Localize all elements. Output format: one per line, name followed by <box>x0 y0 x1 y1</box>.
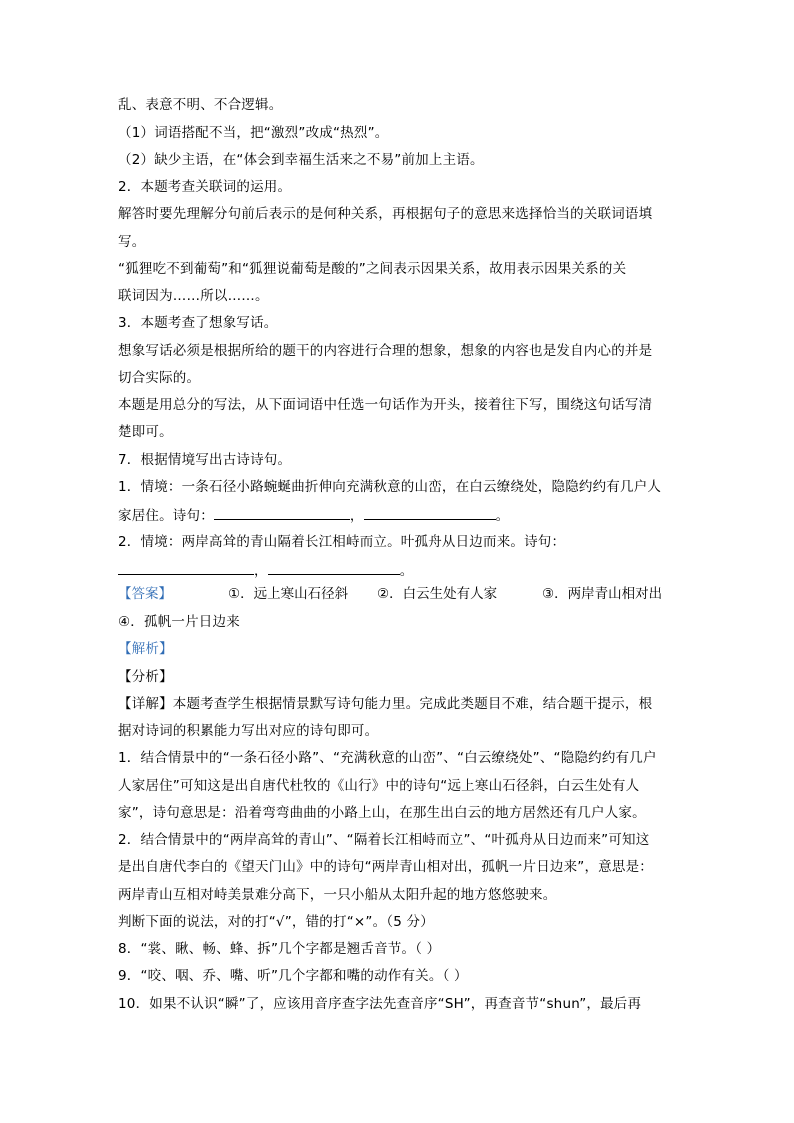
answer-row <box>118 585 678 605</box>
text-line: “狐狸吃不到葡萄”和“狐狸说葡萄是酸的”之间表示因果关系，故用表示因果关系的关 <box>118 261 627 277</box>
analysis-tag: 【解析】 <box>118 641 173 657</box>
answer-item: ④．孤帆一片日边来 <box>118 614 240 630</box>
text-line: 解答时要先理解分句前后表示的是何种关系，再根据句子的意思来选择恰当的关联词语填 <box>118 206 653 222</box>
text-line: 人家居住”可知这是出自唐代杜牧的《山行》中的诗句“远上寒山石径斜，白云生处有人 <box>118 778 640 794</box>
text-line: 本题是用总分的写法，从下面词语中任选一句话作为开头，接着往下写，围绕这句话写清 <box>118 397 653 413</box>
text-line: 联词因为……所以……。 <box>118 288 269 304</box>
text-line: 据对诗词的积累能力写出对应的诗句即可。 <box>118 723 379 739</box>
answer-item: ①．远上寒山石径斜 <box>228 586 349 602</box>
text-fragment: 家居住。诗句： <box>118 508 214 524</box>
text-line: 是出自唐代李白的《望天门山》中的诗句“两岸青山相对出，孤帆一片日边来”，意思是： <box>118 859 653 875</box>
text-line: 2．情境：两岸高耸的青山隔着长江相峙而立。叶孤舟从日边而来。诗句： <box>118 534 566 550</box>
question-item: 10．如果不认识“瞬”了，应该用音序查字法先查音序“SH”，再查音节“shun”，最后再 <box>118 996 642 1012</box>
answer-tag: 【答案】 <box>118 586 172 602</box>
text-line: 【详解】本题考查学生根据情景默写诗句能力里。完成此类题目不难，结合题干提示，根 <box>118 696 653 712</box>
text-line: 家”，诗句意思是：沿着弯弯曲曲的小路上山，在那生出白云的地方居然还有几户人家。 <box>118 805 646 821</box>
question-heading: 7．根据情境写出古诗诗句。 <box>118 452 292 468</box>
section-instruction: 判断下面的说法，对的打“√”，错的打“×”。（5 分） <box>118 914 434 930</box>
text-line: 切合实际的。 <box>118 370 201 386</box>
text-line: （2）缺少主语，在“体会到幸福生活来之不易”前加上主语。 <box>118 152 484 168</box>
text-line <box>118 505 509 525</box>
text-fragment: 。 <box>399 563 414 579</box>
answer-blank[interactable] <box>214 505 350 520</box>
answer-blank[interactable] <box>364 505 496 520</box>
text-line: 两岸青山互相对峙美景难分高下，一只小船从太阳升起的地方悠悠驶来。 <box>118 887 557 903</box>
text-fragment: ， <box>349 508 364 524</box>
question-item: 9．“咬、咽、乔、嘴、听”几个字都和嘴的动作有关。（ ） <box>118 968 468 984</box>
answer-item: ②．白云生处有人家 <box>377 586 498 602</box>
text-fragment: ， <box>254 563 268 579</box>
text-line: 1．情境：一条石径小路蜿蜒曲折伸向充满秋意的山峦，在白云缭绕处，隐隐约约有几户人 <box>118 479 662 495</box>
question-item: 8．“裳、瞅、畅、蜂、拆”几个字都是翘舌音节。（ ） <box>118 941 441 957</box>
text-line: 2．结合情景中的“两岸高耸的青山”、“隔着长江相峙而立”、“叶孤舟从日边而来”可知这 <box>118 832 650 848</box>
analysis-subtag: 【分析】 <box>118 669 173 685</box>
text-line: 想象写话必须是根据所给的题干的内容进行合理的想象，想象的内容也是发自内心的并是 <box>118 343 653 359</box>
text-line: 1．结合情景中的“一条石径小路”、“充满秋意的山峦”、“白云缭绕处”、“隐隐约约有几户 <box>118 750 657 766</box>
answer-blank[interactable] <box>118 560 254 575</box>
text-fragment: 。 <box>495 508 510 524</box>
text-line: 乱、表意不明、不合逻辑。 <box>118 97 283 113</box>
text-line: 3．本题考查了想象写话。 <box>118 315 278 331</box>
text-line: 写。 <box>118 234 146 250</box>
text-line: 楚即可。 <box>118 424 173 440</box>
text-line: 2．本题考查关联词的运用。 <box>118 179 292 195</box>
answer-blank[interactable] <box>268 560 400 575</box>
text-line: （1）词语搭配不当，把“激烈”改成“热烈”。 <box>118 125 389 141</box>
answer-item: ③．两岸青山相对出 <box>542 586 663 602</box>
text-line <box>118 560 413 580</box>
